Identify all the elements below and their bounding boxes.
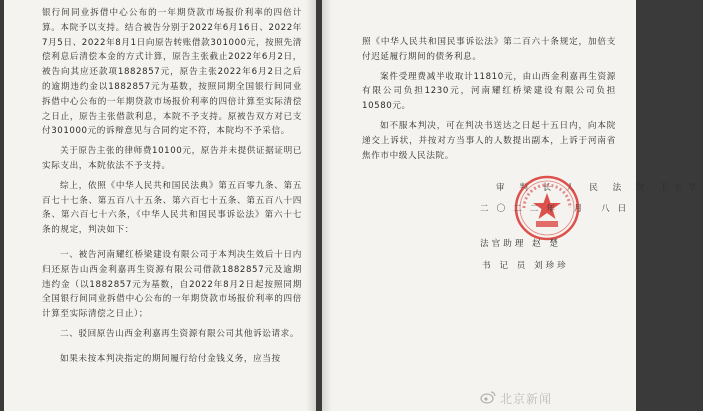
paragraph-reasoning: 银行间同业拆借中心公布的一年期贷款市场报价利率的四倍计算。本院予以支持。结合被告分别于2022年6月16日、2022年7月5日、2022年8月1日向原告转账借款301000元，按照先清偿利息后清偿本金的方式计算，原告主张截止2022年6月2日，被告向其应还款项1882857元，原告主张2022年6月2日之后的逾期违约金以1882857元为基数，按照同期全国银行间同业拆借中心公布的一年期贷款市场报价利率的四倍计算至实际清偿之日止，原告主张借款利息，本院不予支持。原被告双方对已支付301000元的诉辩意见与合同约定不符，本院均不予采信。 xyxy=(42,8,302,137)
watermark-text: 北京新闻 xyxy=(500,392,553,406)
judge-assistant: 法官助理 赵 楚 xyxy=(480,239,562,250)
court-clerk: 书 记 员 刘珍珍 xyxy=(482,261,569,272)
document-page-right xyxy=(322,0,703,411)
judgment-date: 二〇二二年 月 八日 xyxy=(480,204,635,215)
paragraph-appeal-notice: 如不服本判决，可在判决书送达之日起十五日内，向本院递交上诉状，并按对方当事人的人数提出副本，上诉于河南省焦作市中级人民法院。 xyxy=(362,120,616,161)
document-page-left xyxy=(4,0,316,411)
paragraph-lawyer-fee: 关于原告主张的律师费10100元，原告并未提供证据证明已实际支出，本院依法不予支持。 xyxy=(42,146,302,171)
weibo-logo-icon xyxy=(480,390,496,404)
paragraph-case-fee: 案件受理费减半收取计11810元，由山西金利嘉再生资源有限公司负担1230元，河南耀红桥梁建设有限公司负担10580元。 xyxy=(362,71,616,112)
court-name: 审 判 长 人 民 法 院 王小华 xyxy=(496,183,703,194)
paragraph-judgment-item-1: 一、被告河南耀红桥梁建设有限公司于本判决生效后十日内归还原告山西金利嘉再生资源有限公司借款1882857元及逾期违约金（以1882857元为基数，自2022年8月2日起按照同期全国银行间同业拆借中心公布的一年期贷款市场报价利率的四倍计算至实际清偿之日止）； xyxy=(42,249,302,320)
signature-block xyxy=(362,181,703,301)
paragraph-payment-notice: 如果未按本判决指定的期间履行给付金钱义务，应当按 xyxy=(60,353,281,364)
paragraph-judgment-item-2: 二、驳回原告山西金利嘉再生资源有限公司其他诉讼请求。 xyxy=(60,328,300,339)
paragraph-delay-interest: 照《中华人民共和国民事诉讼法》第二百六十条规定，加倍支付迟延履行期间的债务利息。 xyxy=(362,37,616,62)
paragraph-legal-basis: 综上，依照《中华人民共和国民法典》第五百零九条、第五百七十七条、第五百八十五条、第六百七十五条、第五百八十四条、第六百七十六条，《中华人民共和国民事诉讼法》第六十七条的规定，判决如下： xyxy=(42,180,302,236)
